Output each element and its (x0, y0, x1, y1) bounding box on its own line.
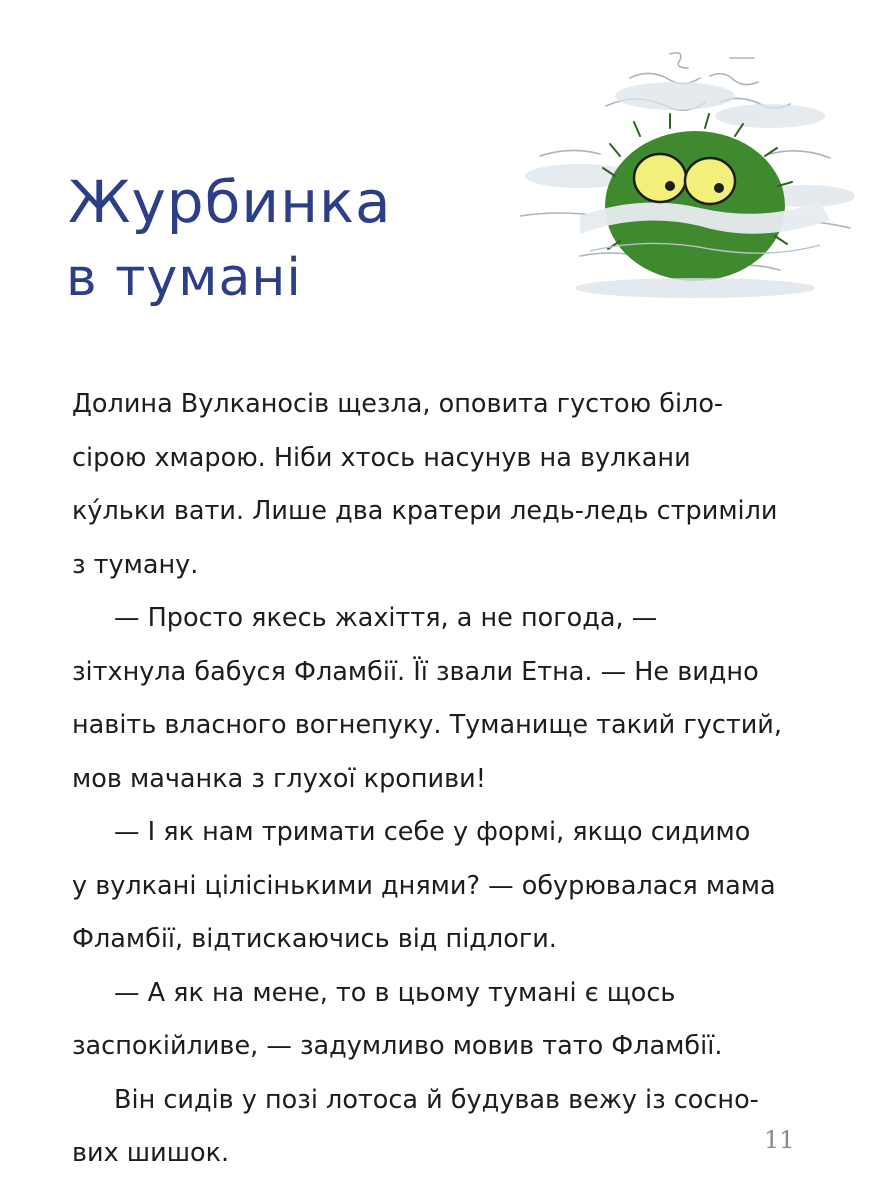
text-line: ку́льки вати. Лише два кратери ледь-ледь стриміли (72, 496, 778, 526)
text-line: вих шишок. (72, 1138, 230, 1168)
creature-eye-right (685, 158, 735, 204)
text-line: навіть власного вогнепуку. Туманище такий густий, (72, 710, 782, 740)
text-line: зітхнула бабуся Фламбії. Її звали Етна. — Не видно (72, 656, 759, 687)
text-line: Він сидів у позі лотоса й будував вежу із сосно- (114, 1084, 759, 1115)
text-line: сірою хмарою. Ніби хтось насунув на вулкани (72, 442, 691, 473)
text-line: мов мачанка з глухої кропиви! (72, 763, 486, 794)
text-line: у вулкані цілісінькими днями? — обурювалася мама (72, 870, 776, 901)
fog-creature-illustration (520, 36, 860, 306)
text-line: — А як на мене, то в цьому тумані є щось (114, 977, 676, 1008)
page-number: 11 (764, 1126, 795, 1154)
text-line: — Просто якесь жахіття, а не погода, — (114, 603, 658, 633)
chapter-text (72, 378, 792, 1181)
text-line: — І як нам тримати себе у формі, якщо сидимо (114, 817, 751, 847)
chapter-title-line-2: в тумані (66, 248, 302, 308)
text-line: з туману. (72, 549, 199, 580)
text-line: Фламбії, відтискаючись від підлоги. (72, 924, 557, 954)
creature-eye-left (634, 154, 686, 202)
text-line: Долина Вулканосів щезла, оповита густою біло- (72, 389, 724, 419)
text-line: заспокійливе, — задумливо мовив тато Фламбії. (72, 1031, 723, 1061)
chapter-title-line-1: Журбинка (68, 168, 392, 236)
